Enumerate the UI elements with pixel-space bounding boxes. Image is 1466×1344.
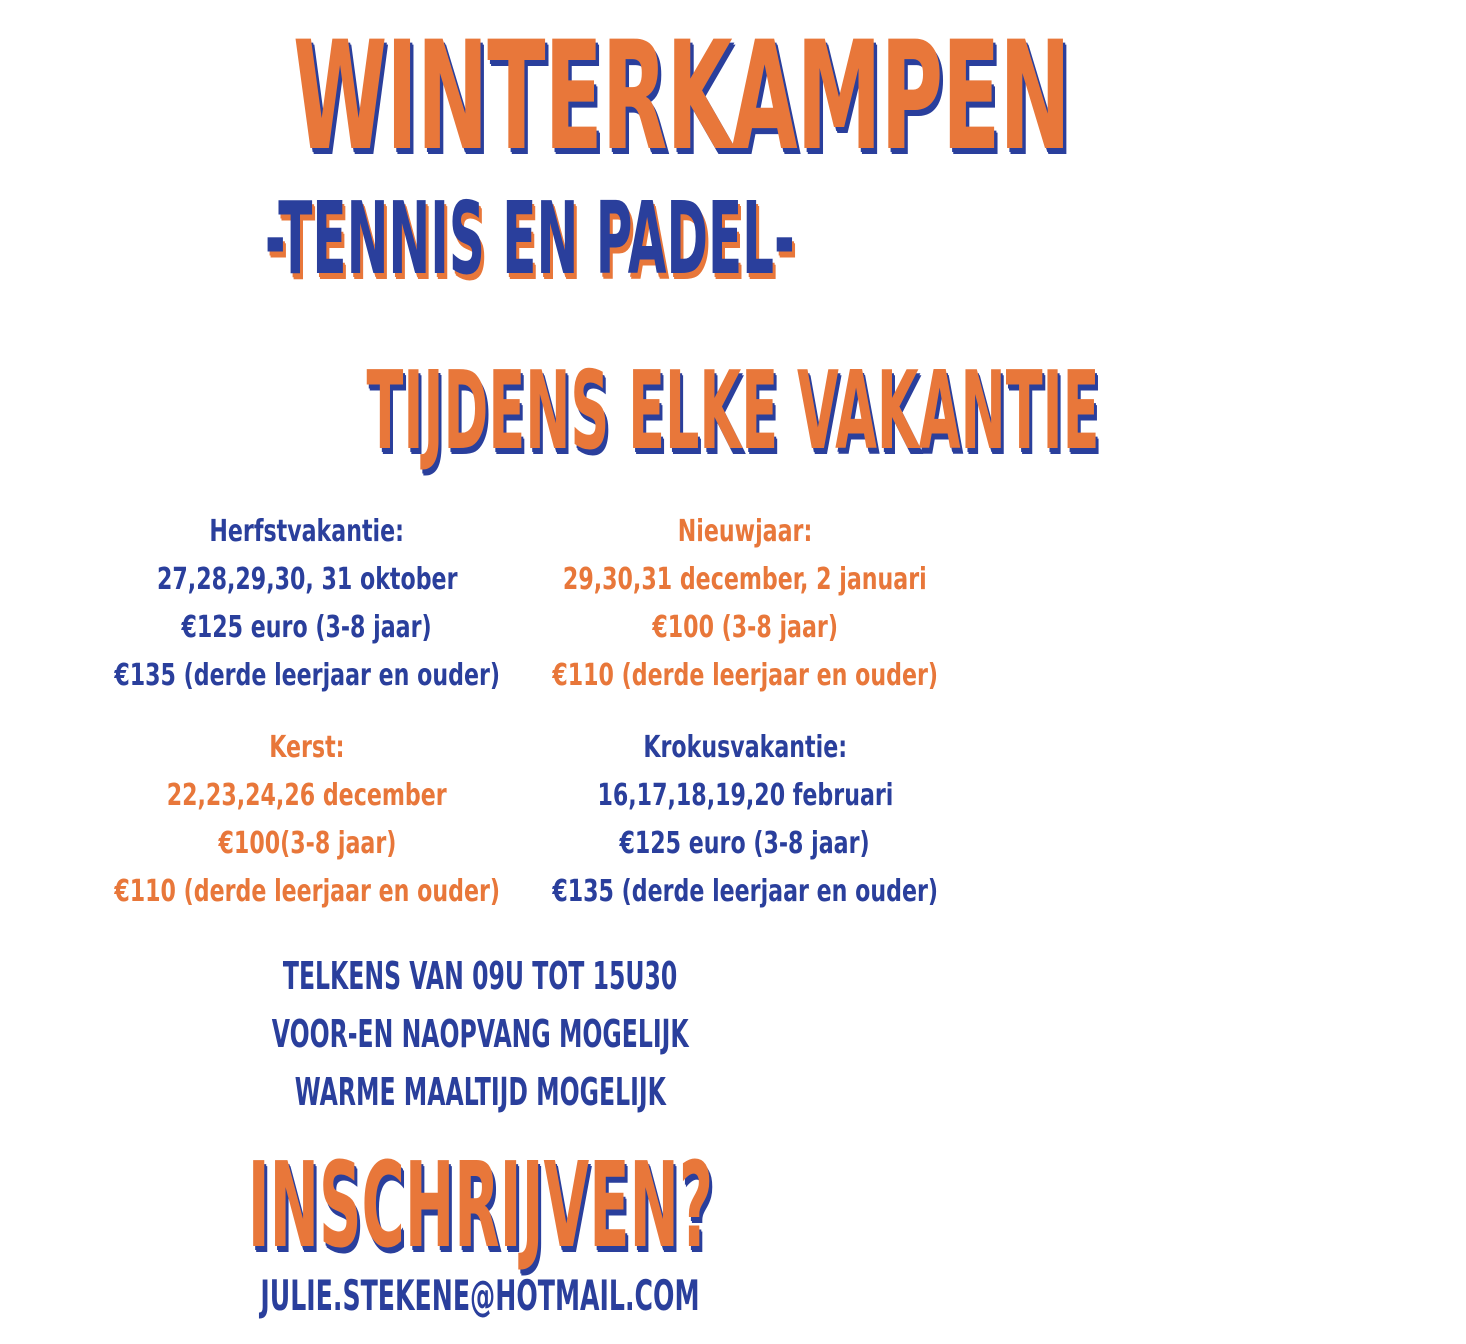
camp-dates: 27,28,29,30, 31 oktober (156, 562, 458, 597)
camp-name: Kerst: (269, 730, 345, 765)
period-heading-text: TIJDENS ELKE VAKANTIE (366, 349, 1100, 474)
camp-krokusvakantie (510, 724, 980, 916)
contact-email[interactable] (0, 1268, 960, 1324)
camp-dates: 16,17,18,19,20 februari (597, 778, 893, 813)
subtitle-text: -TENNIS EN PADEL- (264, 180, 795, 297)
camp-price-older: €135 (derde leerjaar en ouder) (114, 658, 500, 693)
camp-name: Herfstvakantie: (209, 514, 405, 549)
camp-kerst (72, 724, 542, 916)
email-text[interactable]: JULIE.STEKENE@HOTMAIL.COM (260, 1271, 700, 1320)
subtitle-heading (0, 180, 960, 297)
info-childcare: VOOR-EN NAOPVANG MOGELIJK (271, 1012, 689, 1056)
camp-price-older: €135 (derde leerjaar en ouder) (552, 874, 938, 909)
cta-heading (0, 1136, 960, 1274)
camp-nieuwjaar (510, 508, 980, 700)
cta-text: INSCHRIJVEN? (247, 1136, 713, 1274)
camp-price-young: €100(3-8 jaar) (218, 826, 396, 861)
info-hours: TELKENS VAN 09U TOT 15U30 (282, 954, 678, 998)
camp-herfstvakantie (72, 508, 542, 700)
camp-dates: 22,23,24,26 december (167, 778, 447, 813)
camp-name: Nieuwjaar: (677, 514, 813, 549)
period-heading (0, 349, 1100, 474)
camp-price-young: €100 (3-8 jaar) (652, 610, 838, 645)
camp-dates: 29,30,31 december, 2 januari (563, 562, 927, 597)
camp-price-young: €125 euro (3-8 jaar) (619, 826, 871, 861)
info-meal: WARME MAALTIJD MOGELIJK (294, 1070, 666, 1114)
title-heading (0, 10, 1070, 184)
camp-name: Krokusvakantie: (643, 730, 847, 765)
title-text: WINTERKAMPEN (292, 10, 1070, 184)
camp-price-young: €125 euro (3-8 jaar) (181, 610, 433, 645)
camp-price-older: €110 (derde leerjaar en ouder) (552, 658, 938, 693)
camp-price-older: €110 (derde leerjaar en ouder) (114, 874, 500, 909)
